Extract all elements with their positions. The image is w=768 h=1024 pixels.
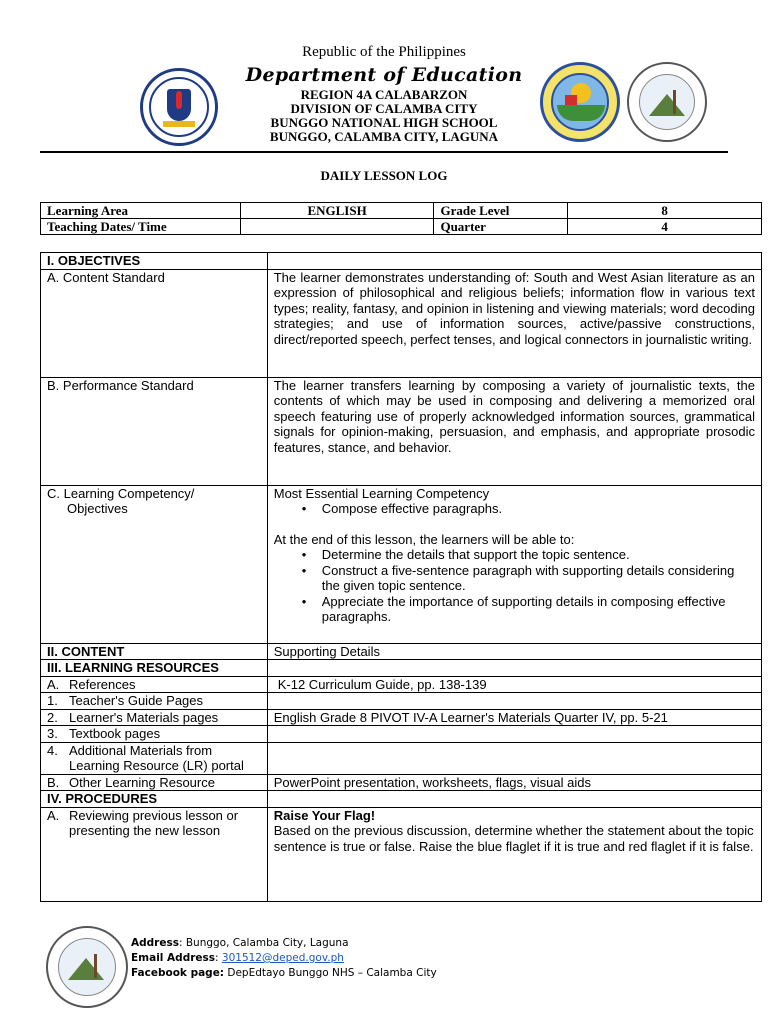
quarter-value: 4 [568,219,762,235]
footer-email-link[interactable]: 301512@deped.gov.ph [221,952,344,964]
objectives-heading: I. OBJECTIVES [41,253,268,270]
content-standard-row [41,269,762,377]
republic-line: Republic of the Philippines [302,44,466,60]
references-value: K-12 Curriculum Guide, pp. 138-139 [267,676,761,693]
melc-list [302,501,755,517]
lesson-log-table [40,252,762,902]
learners-materials-value: English Grade 8 PIVOT IV-A Learner's Materials Quarter IV, pp. 5-21 [267,709,761,726]
learning-area-value: ENGLISH [240,203,434,219]
content-standard-text: The learner demonstrates understanding of: South and West Asian literature as an expression of philosophical and religious beliefs; information flow in various text types; reality, fantasy, and opinion in listening and viewing materials; word decoding strategies; and use of information sources, active/passive constructions, direct/reported speech, perfect tenses, and logical connectors in journalistic writing. [267,269,761,377]
other-resource-row [41,774,762,791]
other-resource-number: B. [47,774,60,790]
textbook-value [267,726,761,743]
lesson-info-table [40,202,762,235]
resources-heading-row [41,660,762,677]
footer-facebook-value: DepEdtayo Bunggo NHS – Calamba City [224,967,437,979]
division-seal-logo [540,62,620,142]
performance-standard-row [41,377,762,485]
performance-standard-label: B. Performance Standard [41,377,268,485]
grade-level-value: 8 [568,203,762,219]
content-row [41,643,762,660]
teaching-dates-label: Teaching Dates/ Time [41,219,241,235]
teachers-guide-value [267,693,761,710]
letterhead-text [200,42,568,144]
learners-materials-number: 2. [47,709,58,725]
review-content [267,807,761,901]
references-number: A. [47,676,60,692]
melc-heading: Most Essential Learning Competency [273,485,490,501]
procedures-heading-row [41,791,762,808]
list-item: • Determine the details that support the topic sentence. [302,547,755,563]
learning-area-label: Learning Area [41,203,241,219]
teachers-guide-label: Teacher's Guide Pages [69,693,204,708]
resources-heading: III. LEARNING RESOURCES [41,660,268,677]
footer-school-seal-logo [46,926,128,1008]
performance-standard-text: The learner transfers learning by composing a variety of journalistic texts, the contents of which may be used in composing and delivering a memorized oral speech featuring use of properly acknowledged information sources, grammatical signals for opinion-making, persuasion, and emphasis, and appropriate prosodic features, stance, and behavior. [267,377,761,485]
letterhead [0,0,768,150]
review-number: A. [47,807,60,823]
activity-text: Based on the previous discussion, determine whether the statement about the topic sentence is true or false. Raise the blue flaglet if it is true and red flaglet if it is false. [273,823,754,854]
review-label: Reviewing previous lesson or presenting the new lesson [69,807,239,838]
list-item: • Appreciate the importance of supporting details in composing effective paragraphs. [302,594,755,625]
grade-level-label: Grade Level [434,203,568,219]
list-item: • Compose effective paragraphs. [302,501,755,517]
learning-competency-row [41,485,762,643]
other-resource-label: Other Learning Resource [69,774,215,790]
teaching-dates-value [240,219,434,235]
other-resource-value: PowerPoint presentation, worksheets, flags, visual aids [267,774,761,791]
learning-competency-label-2: Objectives [67,501,128,516]
footer-facebook-label: Facebook page: [131,967,225,979]
content-standard-label: A. Content Standard [41,269,268,377]
content-value: Supporting Details [267,643,761,660]
header-divider [40,151,728,153]
textbook-row [41,726,762,743]
textbook-number: 3. [47,726,58,741]
teachers-guide-row [41,693,762,710]
address-line: BUNGGO, CALAMBA CITY, LAGUNA [269,129,499,144]
content-heading: II. CONTENT [41,643,268,660]
learning-competency-text [267,485,761,643]
division-line: DIVISION OF CALAMBA CITY [290,101,478,116]
learners-materials-label: Learner's Materials pages [69,709,219,725]
school-line: BUNGGO NATIONAL HIGH SCHOOL [270,115,498,130]
list-item: • Construct a five-sentence paragraph with supporting details considering the given topic sentence. [302,563,755,594]
lr-portal-number: 4. [47,742,58,758]
learning-competency-label-1: C. Learning Competency/ [47,485,195,501]
end-lesson-intro: At the end of this lesson, the learners will be able to: [273,531,575,547]
review-row [41,807,762,901]
quarter-label: Quarter [434,219,568,235]
school-seal-logo [627,62,707,142]
procedures-heading: IV. PROCEDURES [41,791,268,808]
footer-address-label: Address [131,937,179,949]
lr-portal-row [41,742,762,774]
objectives-list [302,547,755,625]
learning-competency-label [41,485,268,643]
footer-email-sep: : [215,952,222,964]
objectives-heading-row [41,253,762,270]
references-row [41,676,762,693]
textbook-label: Textbook pages [69,726,161,741]
department-name: Department of Education [245,64,523,86]
footer-contact [131,936,437,981]
region-line: REGION 4A CALABARZON [300,87,468,102]
learners-materials-row [41,709,762,726]
footer-email-label: Email Address [131,952,216,964]
document-title: DAILY LESSON LOG [320,168,448,183]
lr-portal-label: Additional Materials from Learning Resource (LR) portal [69,742,244,773]
teachers-guide-number: 1. [47,693,58,708]
footer-address-value: : Bunggo, Calamba City, Laguna [178,937,349,949]
activity-title: Raise Your Flag! [273,807,376,823]
references-label: References [69,676,136,692]
lr-portal-value [267,742,761,774]
